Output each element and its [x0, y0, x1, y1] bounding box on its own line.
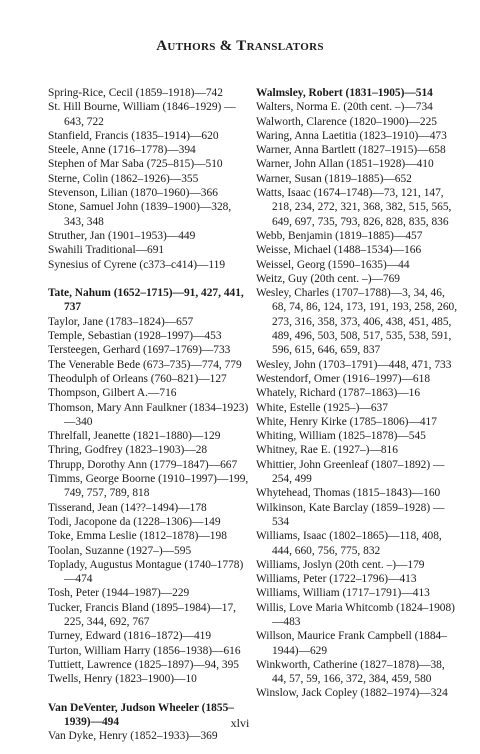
index-entry: Willson, Maurice Frank Campbell (1884–1944)—629: [256, 630, 447, 657]
index-entry: Timms, George Boorne (1910–1997)—199, 749, 757, 789, 818: [48, 473, 249, 500]
index-entry: Spring-Rice, Cecil (1859–1918)—742: [48, 87, 223, 99]
index-entry: Stephen of Mar Saba (725–815)—510: [48, 158, 223, 171]
index-entry: Walmsley, Robert (1831–1905)—514: [256, 87, 433, 99]
index-column-left: [48, 86, 253, 744]
index-entry: Weissel, Georg (1590–1635)—44: [256, 258, 410, 271]
index-entry: Whitney, Rae E. (1927–)—816: [256, 444, 398, 457]
index-entry: Todi, Jacopone da (1228–1306)—149: [48, 515, 221, 528]
index-entry: Struther, Jan (1901–1953)—449: [48, 229, 196, 242]
index-entry: Thrupp, Dorothy Ann (1779–1847)—667: [48, 458, 238, 471]
index-entry: The Venerable Bede (673–735)—774, 779: [48, 358, 242, 371]
index-entry: Van DeVenter, Judson Wheeler (1855–1939)—494: [48, 701, 234, 729]
index-entry: Thomson, Mary Ann Faulkner (1834–1923) —340: [48, 401, 249, 428]
index-entry: Tisserand, Jean (14??–1494)—178: [48, 501, 207, 514]
index-entry: Tersteegen, Gerhard (1697–1769)—733: [48, 344, 231, 357]
index-entry: Toolan, Suzanne (1927–)—595: [48, 544, 192, 557]
index-entry: Wilkinson, Kate Barclay (1859–1928) —534: [256, 501, 445, 528]
index-entry: Warner, John Allan (1851–1928)—410: [256, 158, 434, 171]
index-entry: Williams, William (1717–1791)—413: [256, 587, 430, 600]
index-entry: Warner, Susan (1819–1885)—652: [256, 172, 412, 185]
index-entry: Taylor, Jane (1783–1824)—657: [48, 315, 194, 328]
index-entry: Stanfield, Francis (1835–1914)—620: [48, 129, 219, 142]
index-entry: Temple, Sebastian (1928–1997)—453: [48, 330, 222, 343]
index-entry: Theodulph of Orleans (760–821)—127: [48, 372, 227, 385]
index-entry: Wesley, Charles (1707–1788)—3, 34, 46, 68, 74, 86, 124, 173, 191, 193, 258, 260, 273, 316, 358, 373, 406, 438, 451, 485, 489, 496, 503, 508, 517, 535, 538, 591, 596, 615, 646, 659, 837: [256, 287, 458, 357]
index-entry: Watts, Isaac (1674–1748)—73, 121, 147, 218, 234, 272, 321, 368, 382, 515, 565, 649, 697, 735, 793, 826, 828, 835, 836: [256, 187, 452, 228]
index-entry: Walters, Norma E. (20th cent. –)—734: [256, 101, 433, 114]
index-entry: White, Henry Kirke (1785–1806)—417: [256, 415, 437, 428]
index-entry: Williams, Joslyn (20th cent. –)—179: [256, 558, 425, 571]
index-entry: Swahili Traditional—691: [48, 244, 165, 257]
index-entry: Webb, Benjamin (1819–1885)—457: [256, 229, 423, 242]
index-entry: Whately, Richard (1787–1863)—16: [256, 387, 421, 400]
index-entry: Williams, Peter (1722–1796)—413: [256, 573, 417, 586]
index-entry: Whittier, John Greenleaf (1807–1892) —254, 499: [256, 458, 445, 486]
index-entry: Stone, Samuel John (1839–1900)—328, 343, 348: [48, 201, 232, 228]
index-entry: Whiting, William (1825–1878)—545: [256, 430, 426, 443]
index-entry: Van Dyke, Henry (1852–1933)—369: [48, 730, 218, 743]
index-entry: White, Estelle (1925–)—637: [256, 401, 388, 414]
index-entry: Winslow, Jack Copley (1882–1974)—324: [256, 687, 448, 700]
index-entry: Toplady, Augustus Montague (1740–1778) —474: [48, 558, 244, 586]
index-entry: Steele, Anne (1716–1778)—394: [48, 144, 196, 157]
index-entry: Tucker, Francis Bland (1895–1984)—17, 225, 344, 692, 767: [48, 601, 237, 628]
index-entry: Turton, William Harry (1856–1938)—616: [48, 644, 241, 657]
index-entry: Sterne, Colin (1862–1926)—355: [48, 172, 199, 185]
index-entry: Toke, Emma Leslie (1812–1878)—198: [48, 530, 227, 543]
index-entry: Tuttiett, Lawrence (1825–1897)—94, 395: [48, 658, 239, 671]
index-entry: Walworth, Clarence (1820–1900)—225: [256, 115, 437, 128]
index-entry: Stevenson, Lilian (1870–1960)—366: [48, 187, 218, 200]
index-entry: Weisse, Michael (1488–1534)—166: [256, 244, 422, 257]
index-entry: Twells, Henry (1823–1900)—10: [48, 673, 197, 686]
index-entry: Westendorf, Omer (1916–1997)—618: [256, 372, 431, 385]
index-entry: Wesley, John (1703–1791)—448, 471, 733: [256, 358, 452, 371]
index-entry: Thring, Godfrey (1823–1903)—28: [48, 444, 208, 457]
index-entry: Threlfall, Jeanette (1821–1880)—129: [48, 430, 221, 443]
index-column-right: [256, 86, 461, 701]
index-entry: Thompson, Gilbert A.—716: [48, 387, 177, 400]
index-entry: Whytehead, Thomas (1815–1843)—160: [256, 487, 441, 500]
index-entry: Weitz, Guy (20th cent. –)—769: [256, 272, 400, 285]
index-entry: Willis, Love Maria Whitcomb (1824–1908) —483: [256, 601, 455, 628]
index-entry: Synesius of Cyrene (c373–c414)—119: [48, 258, 226, 271]
index-entry: Warner, Anna Bartlett (1827–1915)—658: [256, 144, 446, 157]
page-number: xlvi: [230, 716, 250, 730]
page-title: Authors & Translators: [156, 38, 324, 54]
index-entry: Williams, Isaac (1802–1865)—118, 408, 444, 660, 756, 775, 832: [256, 530, 442, 557]
index-entry: Tosh, Peter (1944–1987)—229: [48, 587, 190, 600]
index-entry: Turney, Edward (1816–1872)—419: [48, 630, 212, 643]
index-entry: Waring, Anna Laetitia (1823–1910)—473: [256, 129, 447, 142]
index-entry: Winkworth, Catherine (1827–1878)—38, 44, 57, 59, 166, 372, 384, 459, 580: [256, 658, 445, 686]
index-entry: Tate, Nahum (1652–1715)—91, 427, 441, 737: [48, 287, 244, 314]
index-entry: St. Hill Bourne, William (1846–1929) —643, 722: [48, 101, 236, 128]
